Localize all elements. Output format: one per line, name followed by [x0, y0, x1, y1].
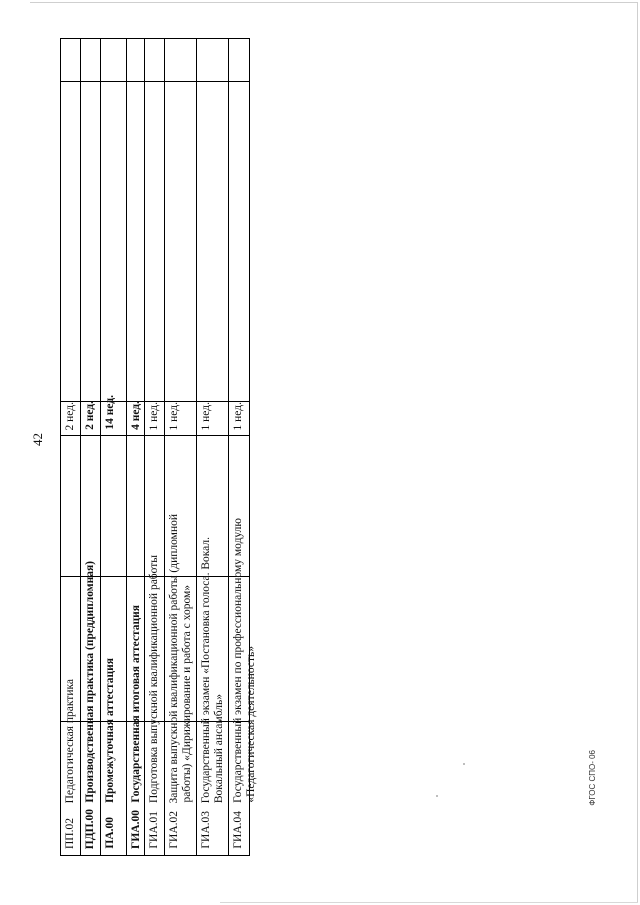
page-number: 42 — [30, 433, 45, 446]
row-title: Производственная практика (преддипломная) — [84, 561, 96, 803]
row-code: ГИА.00 — [130, 810, 142, 849]
table-row — [81, 39, 101, 855]
page-edge-right — [637, 2, 638, 903]
table-row — [127, 39, 145, 855]
row-title: Вокальный ансамбль» — [213, 693, 225, 803]
scan-speck — [463, 763, 465, 765]
page-edge-top — [30, 2, 638, 3]
row-duration: 4 нед. — [130, 401, 142, 430]
row-title: Промежуточная аттестация — [104, 658, 116, 803]
footer-label: ФГОС СПО- 06 — [588, 750, 597, 806]
curriculum-table — [60, 38, 257, 856]
table-row — [61, 39, 81, 855]
table-row — [229, 39, 257, 855]
row-title: работы) «Дирижирование и работа с хором» — [181, 585, 193, 803]
row-duration: 2 нед. — [84, 401, 96, 430]
scan-speck — [436, 795, 438, 797]
row-code: ПДП.00 — [84, 808, 96, 849]
table-row — [197, 39, 229, 855]
table-row — [145, 39, 165, 855]
row-duration: 1 нед. — [148, 401, 160, 430]
row-duration: 1 нед. — [232, 401, 244, 430]
row-title: «Педагогическая деятельность» — [245, 646, 257, 803]
row-title: Государственный экзамен по профессиональному модулю — [232, 518, 244, 803]
row-duration: 1 нед. — [200, 401, 212, 430]
row-title: Педагогическая практика — [64, 678, 76, 803]
row-title: Защита выпускной квалификационной работы (дипломной — [168, 513, 180, 803]
table-row — [101, 39, 127, 855]
row-code: ГИА.03 — [200, 811, 212, 849]
row-code: ГИА.02 — [168, 811, 180, 849]
page-edge-bottom — [220, 902, 638, 903]
row-duration: 1 нед. — [168, 401, 180, 430]
row-duration: 14 нед. — [104, 395, 116, 430]
row-duration: 2 нед. — [64, 401, 76, 430]
row-code: ГИА.04 — [232, 811, 244, 849]
row-title: Государственный экзамен «Постановка голоса. Вокал. — [200, 536, 212, 803]
table-row — [165, 39, 197, 855]
row-title: Государственная итоговая аттестация — [130, 605, 142, 803]
row-title: Подготовка выпускной квалификационной работы — [148, 554, 160, 803]
row-code: ПП.02 — [64, 818, 76, 849]
row-code: ГИА.01 — [148, 811, 160, 849]
row-code: ПА.00 — [104, 817, 116, 849]
